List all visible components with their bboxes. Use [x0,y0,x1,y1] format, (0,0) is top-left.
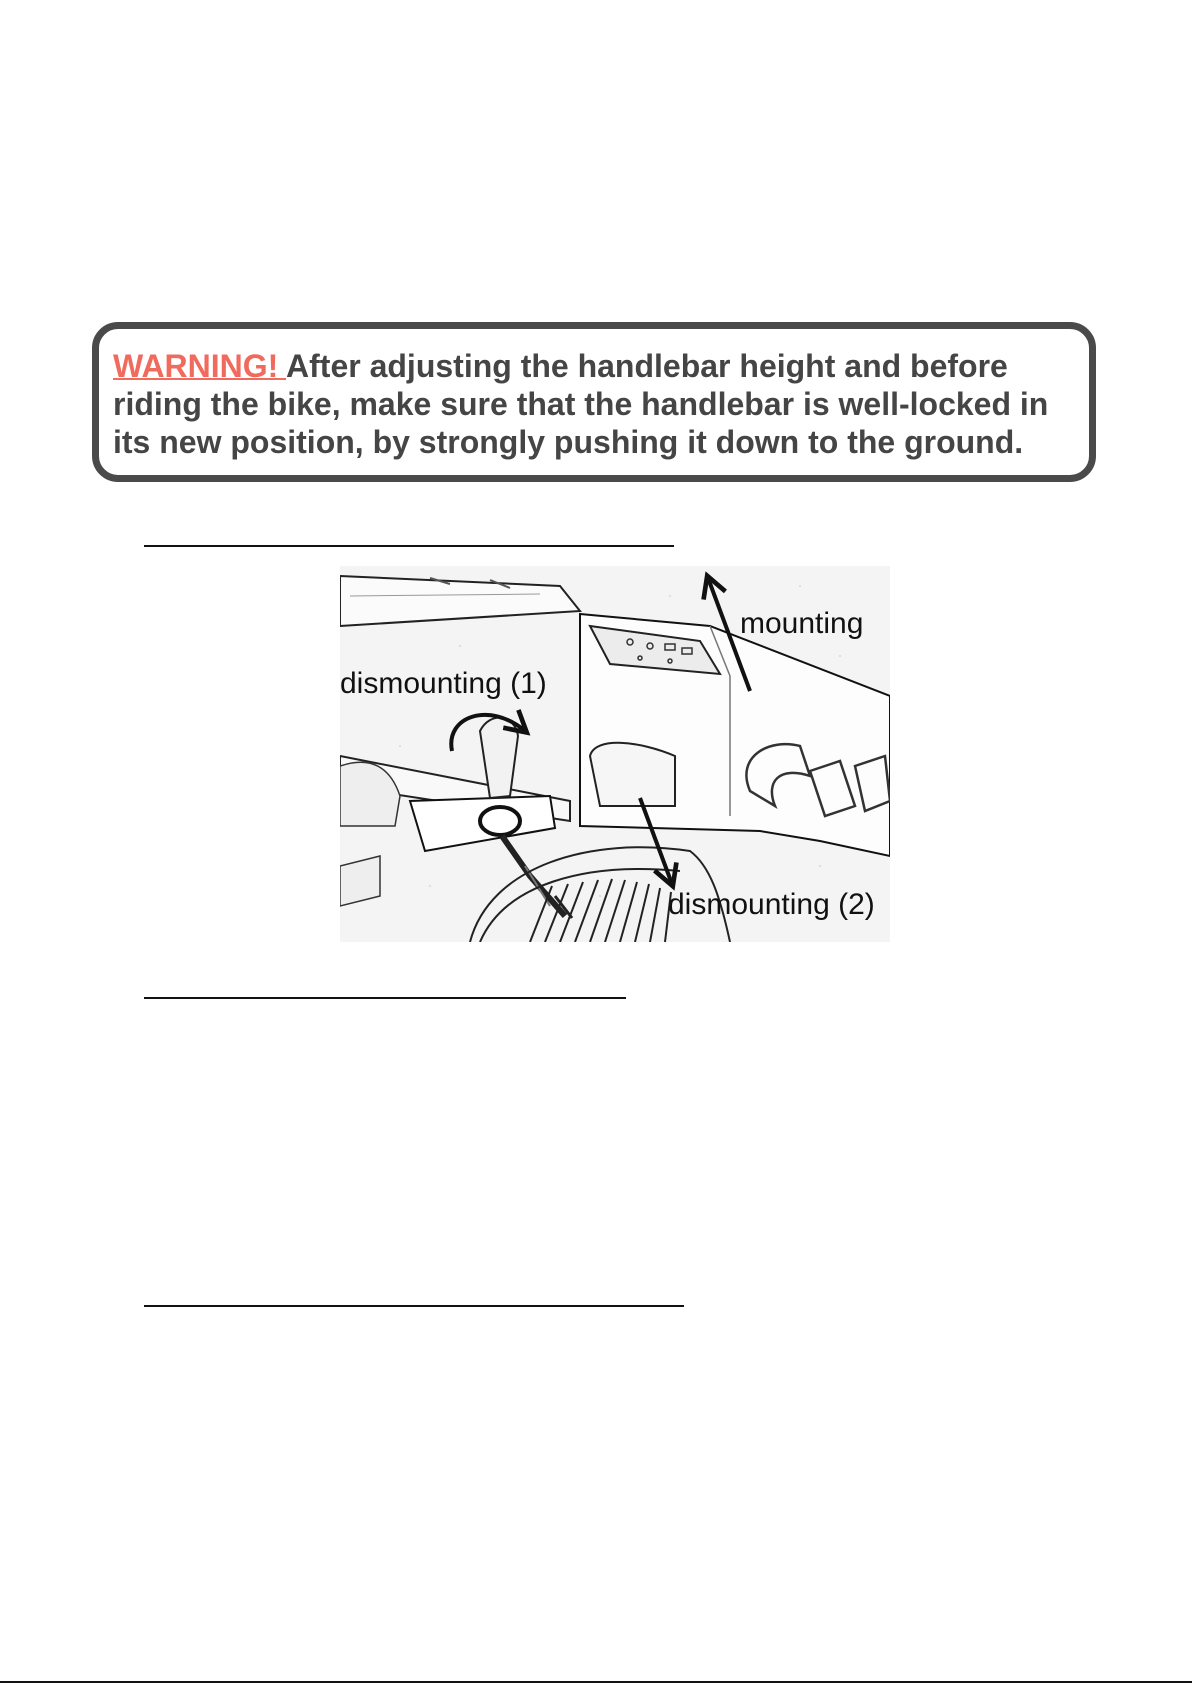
warning-message: After adjusting the handlebar height and before riding the bike, make sure that the handlebar is well-locked in its new position, by strongly pushing it down to the ground. [113,348,1049,460]
page-bottom-border [0,1681,1192,1683]
section-divider [144,1305,684,1307]
mounting-label: mounting [740,607,864,640]
section-divider [144,545,674,547]
dismounting-2-label: dismounting (2) [668,888,875,921]
dismounting-1-label: dismounting (1) [340,667,547,700]
warning-box [92,322,1096,482]
warning-label: WARNING! [113,348,287,384]
battery-mounting-photo [340,566,890,942]
warning-text [113,347,1093,461]
section-divider [144,997,626,999]
